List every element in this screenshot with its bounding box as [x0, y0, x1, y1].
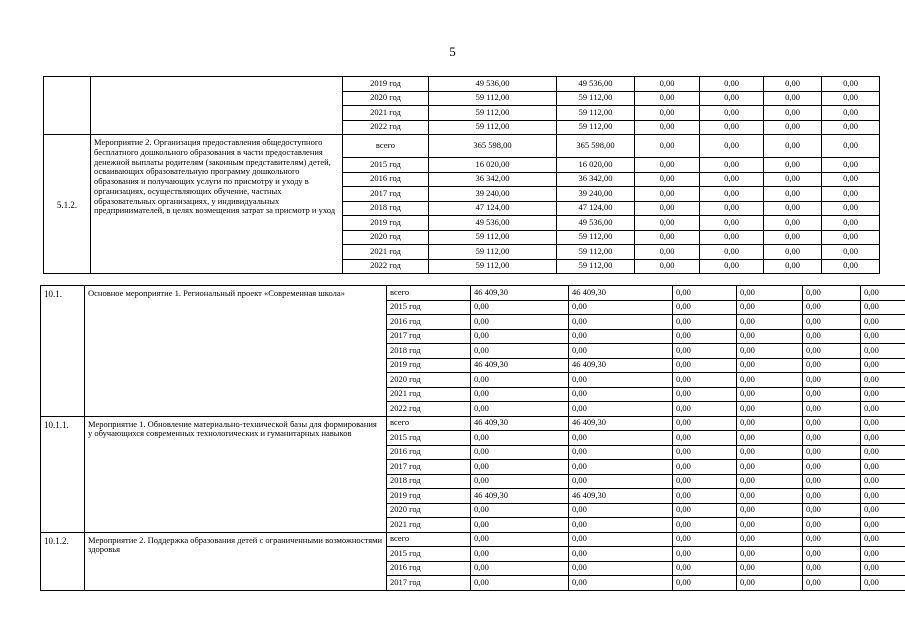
value-cell: 0,00	[673, 503, 737, 518]
value-cell: 0,00	[861, 431, 905, 446]
value-cell: 0,00	[737, 373, 803, 388]
value-cell: 0,00	[737, 416, 803, 431]
section-number: 10.1.1.	[41, 416, 85, 532]
value-cell: 36 342,00	[429, 172, 557, 187]
value-cell: 0,00	[764, 187, 822, 202]
value-cell: 0,00	[861, 358, 905, 373]
table-row	[44, 135, 880, 158]
value-cell: 0,00	[737, 561, 803, 576]
value-cell: 0,00	[861, 532, 905, 547]
value-cell: 59 112,00	[429, 230, 557, 245]
value-cell: 0,00	[803, 518, 861, 533]
value-cell: 0,00	[737, 344, 803, 359]
year-cell: 2016 год	[387, 445, 471, 460]
value-cell: 0,00	[861, 561, 905, 576]
value-cell: 0,00	[822, 216, 880, 231]
value-cell: 0,00	[700, 172, 764, 187]
value-cell: 0,00	[635, 77, 700, 92]
value-cell: 16 020,00	[429, 158, 557, 173]
value-cell: 0,00	[803, 489, 861, 504]
value-cell: 0,00	[471, 474, 569, 489]
value-cell: 0,00	[822, 259, 880, 274]
value-cell: 59 112,00	[557, 259, 635, 274]
value-cell: 0,00	[737, 518, 803, 533]
year-cell: 2022 год	[343, 259, 429, 274]
value-cell: 0,00	[764, 230, 822, 245]
value-cell: 0,00	[569, 445, 673, 460]
value-cell: 0,00	[569, 503, 673, 518]
value-cell: 0,00	[471, 402, 569, 417]
year-cell: 2017 год	[387, 329, 471, 344]
value-cell: 0,00	[673, 518, 737, 533]
value-cell: 0,00	[737, 300, 803, 315]
value-cell: 0,00	[471, 460, 569, 475]
value-cell: 39 240,00	[429, 187, 557, 202]
value-cell: 59 112,00	[429, 120, 557, 135]
value-cell: 0,00	[700, 77, 764, 92]
value-cell: 0,00	[803, 329, 861, 344]
value-cell: 0,00	[737, 431, 803, 446]
value-cell: 39 240,00	[557, 187, 635, 202]
value-cell: 0,00	[737, 387, 803, 402]
value-cell: 0,00	[700, 245, 764, 260]
value-cell: 0,00	[822, 230, 880, 245]
value-cell: 0,00	[635, 259, 700, 274]
value-cell: 0,00	[861, 329, 905, 344]
section-number: 5.1.2.	[44, 135, 91, 274]
value-cell: 16 020,00	[557, 158, 635, 173]
value-cell: 0,00	[803, 344, 861, 359]
year-cell: 2021 год	[387, 518, 471, 533]
year-cell: 2018 год	[343, 201, 429, 216]
value-cell: 0,00	[700, 158, 764, 173]
value-cell: 0,00	[861, 445, 905, 460]
section-title: Мероприятие 1. Обновление материально-технической базы для формирования у обучающихся современных технологических и гуманитарных навыков	[85, 416, 387, 532]
value-cell: 0,00	[803, 532, 861, 547]
value-cell: 0,00	[471, 387, 569, 402]
value-cell: 0,00	[822, 158, 880, 173]
value-cell: 0,00	[764, 201, 822, 216]
value-cell: 0,00	[803, 460, 861, 475]
value-cell: 0,00	[673, 474, 737, 489]
value-cell: 59 112,00	[429, 106, 557, 121]
value-cell: 0,00	[471, 547, 569, 562]
value-cell: 0,00	[737, 532, 803, 547]
year-cell: 2021 год	[387, 387, 471, 402]
value-cell: 49 536,00	[557, 77, 635, 92]
value-cell: 0,00	[861, 547, 905, 562]
value-cell: 59 112,00	[557, 230, 635, 245]
value-cell: 0,00	[822, 77, 880, 92]
value-cell: 0,00	[569, 329, 673, 344]
value-cell: 47 124,00	[557, 201, 635, 216]
value-cell: 0,00	[764, 106, 822, 121]
value-cell: 0,00	[700, 106, 764, 121]
value-cell: 0,00	[764, 120, 822, 135]
value-cell: 0,00	[700, 259, 764, 274]
page-number: 5	[449, 44, 456, 59]
year-cell: 2017 год	[387, 460, 471, 475]
value-cell: 0,00	[803, 358, 861, 373]
table-row	[41, 286, 905, 301]
value-cell: 0,00	[673, 576, 737, 591]
year-cell: 2019 год	[387, 358, 471, 373]
value-cell: 0,00	[569, 431, 673, 446]
value-cell: 0,00	[861, 387, 905, 402]
table-row	[44, 77, 880, 92]
value-cell: 0,00	[737, 329, 803, 344]
value-cell: 0,00	[673, 460, 737, 475]
value-cell: 46 409,30	[471, 489, 569, 504]
year-cell: 2015 год	[343, 158, 429, 173]
value-cell: 0,00	[673, 300, 737, 315]
value-cell: 365 598,00	[557, 135, 635, 158]
value-cell: 0,00	[471, 329, 569, 344]
value-cell: 0,00	[822, 106, 880, 121]
year-cell: 2021 год	[343, 106, 429, 121]
value-cell: 46 409,30	[569, 416, 673, 431]
value-cell: 0,00	[737, 445, 803, 460]
value-cell: 0,00	[569, 373, 673, 388]
value-cell: 0,00	[803, 286, 861, 301]
value-cell: 0,00	[737, 547, 803, 562]
value-cell: 0,00	[569, 387, 673, 402]
value-cell: 0,00	[635, 120, 700, 135]
year-cell: всего	[343, 135, 429, 158]
value-cell: 0,00	[673, 532, 737, 547]
value-cell: 59 112,00	[557, 91, 635, 106]
value-cell: 0,00	[803, 474, 861, 489]
value-cell: 0,00	[861, 373, 905, 388]
value-cell: 0,00	[822, 201, 880, 216]
table-row	[41, 416, 905, 431]
year-cell: всего	[387, 286, 471, 301]
value-cell: 0,00	[673, 416, 737, 431]
value-cell: 0,00	[673, 489, 737, 504]
value-cell: 0,00	[673, 286, 737, 301]
value-cell: 0,00	[764, 135, 822, 158]
value-cell: 59 112,00	[557, 120, 635, 135]
value-cell: 0,00	[673, 329, 737, 344]
value-cell: 0,00	[861, 300, 905, 315]
value-cell: 49 536,00	[557, 216, 635, 231]
value-cell: 0,00	[803, 387, 861, 402]
value-cell: 0,00	[635, 106, 700, 121]
year-cell: всего	[387, 532, 471, 547]
value-cell: 0,00	[861, 474, 905, 489]
year-cell: 2020 год	[343, 91, 429, 106]
value-cell: 0,00	[635, 172, 700, 187]
value-cell: 49 536,00	[429, 77, 557, 92]
year-cell: 2020 год	[387, 503, 471, 518]
value-cell: 59 112,00	[557, 106, 635, 121]
section-number: 10.1.	[41, 286, 85, 417]
number-cell	[44, 77, 91, 135]
value-cell: 0,00	[569, 561, 673, 576]
value-cell: 0,00	[673, 358, 737, 373]
value-cell: 0,00	[861, 489, 905, 504]
value-cell: 0,00	[673, 373, 737, 388]
value-cell: 0,00	[471, 518, 569, 533]
year-cell: 2015 год	[387, 300, 471, 315]
value-cell: 46 409,30	[471, 358, 569, 373]
value-cell: 0,00	[822, 172, 880, 187]
value-cell: 0,00	[700, 120, 764, 135]
value-cell: 0,00	[635, 187, 700, 202]
value-cell: 0,00	[861, 518, 905, 533]
funding-table-top	[43, 76, 880, 274]
value-cell: 0,00	[737, 358, 803, 373]
value-cell: 0,00	[569, 344, 673, 359]
year-cell: 2020 год	[343, 230, 429, 245]
value-cell: 47 124,00	[429, 201, 557, 216]
section-number: 10.1.2.	[41, 532, 85, 590]
value-cell: 49 536,00	[429, 216, 557, 231]
year-cell: 2022 год	[387, 402, 471, 417]
year-cell: 2019 год	[343, 77, 429, 92]
value-cell: 0,00	[737, 402, 803, 417]
value-cell: 59 112,00	[429, 259, 557, 274]
table-row	[41, 532, 905, 547]
value-cell: 0,00	[861, 402, 905, 417]
year-cell: 2015 год	[387, 431, 471, 446]
value-cell: 0,00	[803, 315, 861, 330]
section-title: Мероприятие 2. Поддержка образования детей с ограниченными возможностями здоровья	[85, 532, 387, 590]
value-cell: 0,00	[673, 344, 737, 359]
year-cell: 2017 год	[387, 576, 471, 591]
value-cell: 0,00	[673, 561, 737, 576]
value-cell: 0,00	[569, 474, 673, 489]
value-cell: 0,00	[861, 576, 905, 591]
year-cell: всего	[387, 416, 471, 431]
value-cell: 0,00	[764, 216, 822, 231]
value-cell: 0,00	[803, 416, 861, 431]
value-cell: 0,00	[569, 402, 673, 417]
value-cell: 0,00	[635, 230, 700, 245]
value-cell: 0,00	[822, 187, 880, 202]
value-cell: 59 112,00	[557, 245, 635, 260]
value-cell: 0,00	[471, 431, 569, 446]
value-cell: 0,00	[861, 416, 905, 431]
value-cell: 0,00	[700, 135, 764, 158]
value-cell: 0,00	[861, 344, 905, 359]
value-cell: 0,00	[471, 373, 569, 388]
year-cell: 2019 год	[343, 216, 429, 231]
value-cell: 36 342,00	[557, 172, 635, 187]
value-cell: 0,00	[764, 158, 822, 173]
value-cell: 46 409,30	[569, 358, 673, 373]
value-cell: 0,00	[635, 158, 700, 173]
year-cell: 2016 год	[387, 561, 471, 576]
value-cell: 0,00	[737, 489, 803, 504]
value-cell: 0,00	[861, 503, 905, 518]
value-cell: 46 409,30	[471, 286, 569, 301]
value-cell: 0,00	[700, 216, 764, 231]
value-cell: 0,00	[700, 201, 764, 216]
value-cell: 0,00	[861, 460, 905, 475]
value-cell: 0,00	[673, 547, 737, 562]
value-cell: 0,00	[569, 576, 673, 591]
value-cell: 0,00	[471, 561, 569, 576]
value-cell: 0,00	[673, 315, 737, 330]
value-cell: 59 112,00	[429, 245, 557, 260]
year-cell: 2020 год	[387, 373, 471, 388]
value-cell: 0,00	[861, 315, 905, 330]
value-cell: 0,00	[569, 460, 673, 475]
value-cell: 0,00	[569, 315, 673, 330]
value-cell: 0,00	[635, 216, 700, 231]
value-cell: 0,00	[764, 77, 822, 92]
value-cell: 0,00	[700, 187, 764, 202]
value-cell: 0,00	[635, 135, 700, 158]
value-cell: 0,00	[764, 172, 822, 187]
value-cell: 0,00	[471, 576, 569, 591]
value-cell: 0,00	[569, 547, 673, 562]
value-cell: 0,00	[700, 91, 764, 106]
value-cell: 0,00	[673, 431, 737, 446]
year-cell: 2017 год	[343, 187, 429, 202]
year-cell: 2021 год	[343, 245, 429, 260]
value-cell: 0,00	[471, 300, 569, 315]
value-cell: 0,00	[803, 431, 861, 446]
value-cell: 0,00	[673, 445, 737, 460]
value-cell: 0,00	[700, 230, 764, 245]
value-cell: 0,00	[822, 91, 880, 106]
year-cell: 2022 год	[343, 120, 429, 135]
year-cell: 2016 год	[387, 315, 471, 330]
value-cell: 0,00	[471, 445, 569, 460]
value-cell: 0,00	[822, 120, 880, 135]
value-cell: 0,00	[673, 387, 737, 402]
year-cell: 2015 год	[387, 547, 471, 562]
value-cell: 0,00	[764, 259, 822, 274]
year-cell: 2018 год	[387, 344, 471, 359]
value-cell: 0,00	[803, 576, 861, 591]
year-cell: 2019 год	[387, 489, 471, 504]
value-cell: 0,00	[822, 245, 880, 260]
value-cell: 0,00	[471, 315, 569, 330]
description-cell	[91, 77, 343, 135]
value-cell: 0,00	[803, 402, 861, 417]
value-cell: 0,00	[803, 547, 861, 562]
value-cell: 0,00	[803, 445, 861, 460]
value-cell: 0,00	[803, 561, 861, 576]
value-cell: 0,00	[803, 373, 861, 388]
value-cell: 46 409,30	[569, 286, 673, 301]
value-cell: 0,00	[822, 135, 880, 158]
value-cell: 0,00	[803, 300, 861, 315]
value-cell: 0,00	[471, 344, 569, 359]
value-cell: 365 598,00	[429, 135, 557, 158]
value-cell: 0,00	[569, 300, 673, 315]
value-cell: 0,00	[737, 474, 803, 489]
value-cell: 0,00	[569, 532, 673, 547]
value-cell: 0,00	[673, 402, 737, 417]
year-cell: 2018 год	[387, 474, 471, 489]
value-cell: 0,00	[737, 460, 803, 475]
value-cell: 59 112,00	[429, 91, 557, 106]
section-title: Основное мероприятие 1. Региональный проект «Современная школа»	[85, 286, 387, 417]
value-cell: 46 409,30	[471, 416, 569, 431]
value-cell: 0,00	[471, 532, 569, 547]
value-cell: 0,00	[737, 286, 803, 301]
value-cell: 0,00	[737, 503, 803, 518]
value-cell: 0,00	[635, 91, 700, 106]
value-cell: 0,00	[764, 91, 822, 106]
value-cell: 46 409,30	[569, 489, 673, 504]
value-cell: 0,00	[471, 503, 569, 518]
value-cell: 0,00	[764, 245, 822, 260]
value-cell: 0,00	[635, 201, 700, 216]
value-cell: 0,00	[803, 503, 861, 518]
value-cell: 0,00	[861, 286, 905, 301]
year-cell: 2016 год	[343, 172, 429, 187]
value-cell: 0,00	[635, 245, 700, 260]
section-title: Мероприятие 2. Организация предоставления общедоступного бесплатного дошкольного образования в части предоставления денежной выплаты родителям (законным представителям) детей, осваивающих образовательную программу дошкольного образования и получающих услуги по присмотру и уходу в организациях, осуществляющих обучение, частных образовательных организациях, у индивидуальных предпринимателей, в целях возмещения затрат за присмотр и уход	[91, 135, 343, 274]
value-cell: 0,00	[569, 518, 673, 533]
funding-table-bottom	[40, 285, 905, 591]
value-cell: 0,00	[737, 576, 803, 591]
value-cell: 0,00	[737, 315, 803, 330]
